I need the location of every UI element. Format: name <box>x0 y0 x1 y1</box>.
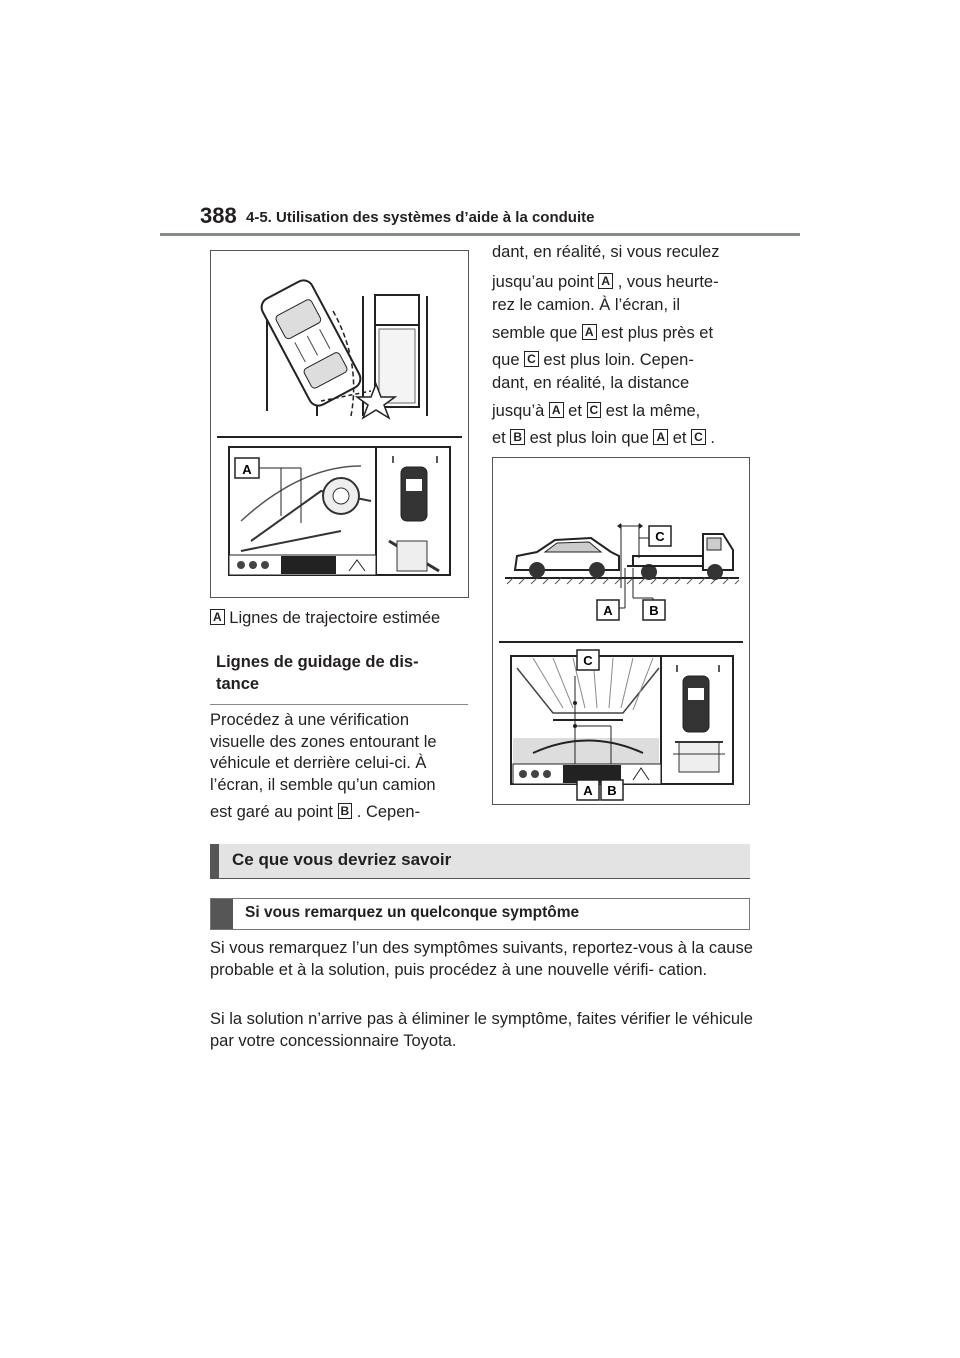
left-line-4: l’écran, il semble qu’un camion <box>210 775 436 794</box>
left-line-5-b: . Cepen- <box>356 803 421 821</box>
figure2-callout-b-bottom: B <box>607 783 617 798</box>
figure2-callout-b-top: B <box>649 603 659 618</box>
figure-estimated-path-illustration <box>211 251 468 597</box>
info-box-subtitle-bar <box>210 898 750 930</box>
subheading <box>216 651 419 695</box>
right-line-4 <box>492 321 762 346</box>
right-line-7-a: jusqu’à <box>492 402 545 420</box>
right-line-2 <box>492 270 762 295</box>
info-box-subtitle-accent <box>211 899 233 929</box>
right-line-4-b: est plus près et <box>601 324 714 342</box>
caption-label: A <box>210 609 225 625</box>
subheading-line2: tance <box>216 675 260 693</box>
body-paragraph-2: Si la solution n’arrive pas à éliminer le symptôme, faites vérifier le véhicule par votre concessionnaire Toyota. <box>210 1010 753 1050</box>
info-box-title: Ce que vous devriez savoir <box>232 850 452 869</box>
left-paragraph <box>210 710 468 824</box>
right-line-7 <box>492 399 762 424</box>
right-line-2-a: jusqu’au point <box>492 273 594 291</box>
subheading-rule <box>210 704 468 705</box>
right-line-8-d: . <box>710 429 715 447</box>
right-line-8-label-3: C <box>691 429 706 445</box>
right-line-6: dant, en réalité, la distance <box>492 374 690 392</box>
right-line-8 <box>492 426 762 451</box>
subheading-line1: Lignes de guidage de dis- <box>216 653 419 671</box>
right-line-2-label: A <box>598 273 613 289</box>
info-box-subtitle: Si vous remarquez un quelconque symptôme <box>245 904 580 921</box>
right-line-5-a: que <box>492 351 520 369</box>
right-line-5-b: est plus loin. Cepen- <box>543 351 694 369</box>
figure-distance-guide-illustration <box>493 458 749 804</box>
left-line-3: véhicule et derrière celui-ci. À <box>210 754 427 772</box>
left-line-5-a: est garé au point <box>210 803 333 821</box>
right-line-8-c: et <box>672 429 687 447</box>
right-line-5 <box>492 348 762 373</box>
right-line-5-label: C <box>524 351 539 367</box>
info-box-title-bar <box>210 844 750 879</box>
right-line-7-label-1: A <box>549 402 564 418</box>
right-line-2-b: , vous heurte- <box>617 273 719 291</box>
right-line-8-label-2: A <box>653 429 668 445</box>
info-box-title-accent <box>210 844 219 878</box>
body-paragraph-1: Si vous remarquez l’un des symptômes suivants, reportez-vous à la cause probable et à la solution, puis procédez à une nouvelle vérifi- cation. <box>210 939 753 979</box>
header-rule <box>160 233 800 236</box>
figure2-callout-a-bottom: A <box>583 783 593 798</box>
left-line-2: visuelle des zones entourant le <box>210 732 437 751</box>
figure-distance-guide <box>492 457 750 805</box>
point-b-label: B <box>338 803 353 819</box>
right-line-1: dant, en réalité, si vous reculez <box>492 243 720 261</box>
right-line-7-b: et <box>568 402 582 420</box>
figure-estimated-path <box>210 250 469 598</box>
figure2-callout-c-top: C <box>655 529 665 544</box>
figure1-callout-a: A <box>242 462 252 477</box>
right-paragraph <box>492 240 762 451</box>
section-title: 4-5. Utilisation des systèmes d’aide à la conduite <box>246 209 595 226</box>
left-line-5 <box>210 802 468 824</box>
caption-text: Lignes de trajectoire estimée <box>229 609 441 627</box>
figure2-callout-c-bottom: C <box>583 653 593 668</box>
right-line-8-label-1: B <box>510 429 525 445</box>
right-line-8-b: est plus loin que <box>529 429 649 447</box>
right-line-4-label: A <box>582 324 597 340</box>
right-line-7-c: est la même, <box>605 402 701 420</box>
right-line-7-label-2: C <box>587 402 602 418</box>
figure2-callout-a-top: A <box>603 603 613 618</box>
page-number: 388 <box>200 203 237 228</box>
figure-caption <box>210 606 440 631</box>
left-line-1: Procédez à une vérification <box>210 711 410 729</box>
right-line-8-a: et <box>492 429 506 447</box>
right-line-4-a: semble que <box>492 324 578 342</box>
right-line-3: rez le camion. À l’écran, il <box>492 296 680 314</box>
